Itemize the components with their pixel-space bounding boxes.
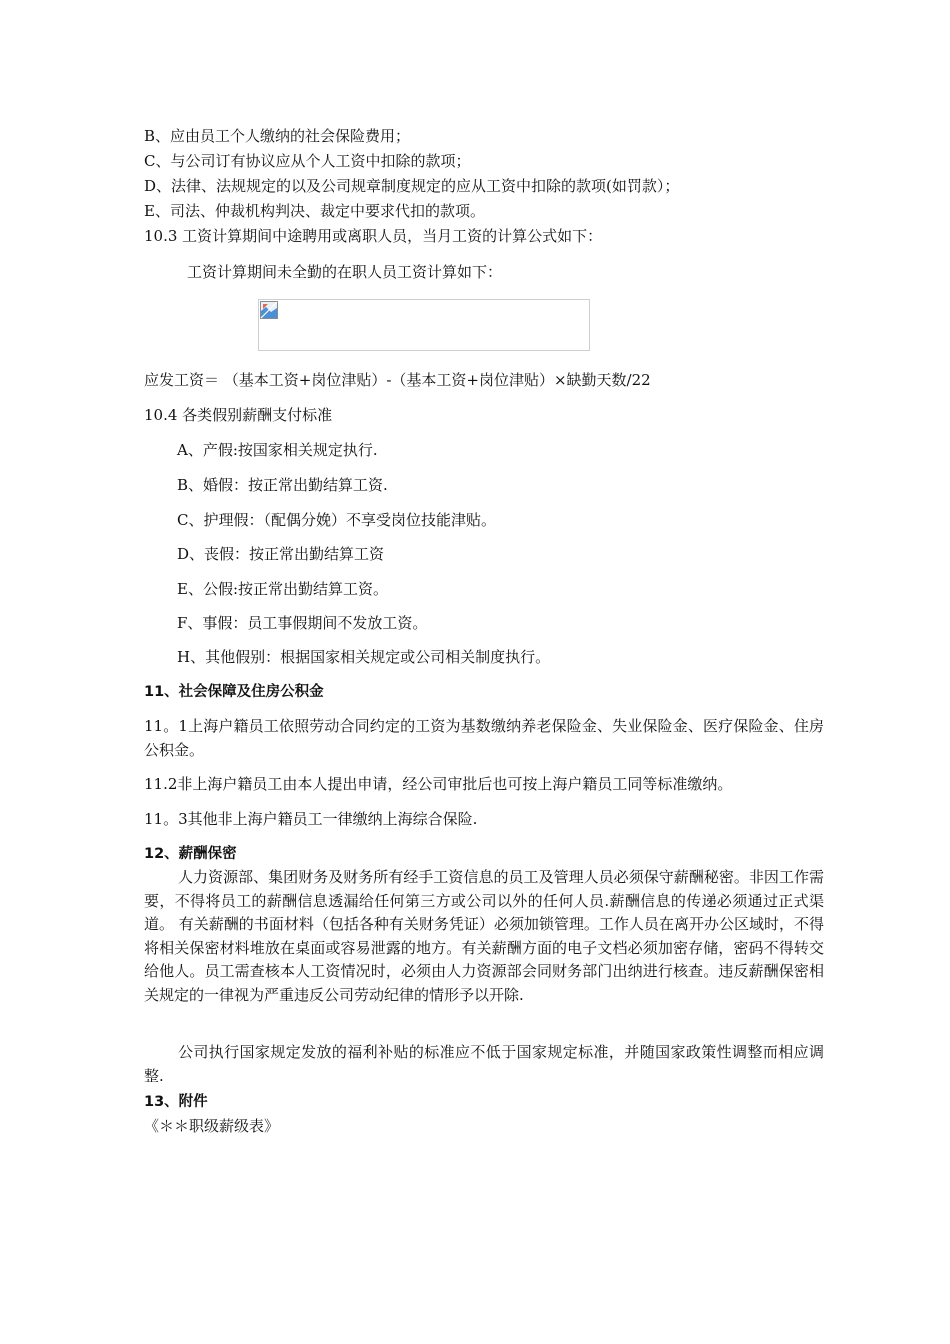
- leave-item-h: H、其他假别：根据国家相关规定或公司相关制度执行。: [177, 648, 551, 666]
- deduction-item-d: D、法律、法规规定的以及公司规章制度规定的应从工资中扣除的款项(如罚款）；: [144, 177, 680, 195]
- section-12-heading: 12、薪酬保密: [144, 846, 237, 862]
- section-10-4-heading: 10.4 各类假别薪酬支付标准: [144, 406, 333, 424]
- leave-item-a: A、产假:按国家相关规定执行.: [177, 441, 378, 459]
- leave-item-e: E、公假:按正常出勤结算工资。: [177, 580, 389, 598]
- deduction-item-e: E、司法、仲裁机构判决、裁定中要求代扣的款项。: [144, 202, 485, 220]
- section-11-2-text: 11.2非上海户籍员工由本人提出申请，经公司审批后也可按上海户籍员工同等标准缴纳。: [144, 775, 733, 793]
- section-12-paragraph-2: 公司执行国家规定发放的福利补贴的标准应不低于国家规定标准，并随国家政策性调整而相应调整.: [144, 1043, 824, 1085]
- wage-formula: 应发工资＝ （基本工资+岗位津贴）-（基本工资+岗位津贴）×缺勤天数/22: [144, 371, 651, 389]
- section-10-3-heading: 10.3 工资计算期间中途聘用或离职人员，当月工资的计算公式如下：: [144, 227, 603, 245]
- leave-item-b: B、婚假：按正常出勤结算工资.: [177, 476, 388, 494]
- deduction-item-c: C、与公司订有协议应从个人工资中扣除的款项；: [144, 152, 471, 170]
- leave-item-c: C、护理假：（配偶分娩）不享受岗位技能津贴。: [177, 511, 496, 529]
- deduction-item-b: B、应由员工个人缴纳的社会保险费用；: [144, 127, 411, 145]
- formula-image-placeholder: [258, 299, 590, 351]
- section-10-3-subtext: 工资计算期间未全勤的在职人员工资计算如下：: [187, 263, 503, 281]
- section-11-heading: 11、社会保障及住房公积金: [144, 684, 324, 700]
- leave-item-f: F、事假：员工事假期间不发放工资。: [177, 614, 428, 632]
- section-11-3-text: 11。3其他非上海户籍员工一律缴纳上海综合保险.: [144, 810, 478, 828]
- broken-image-icon: [260, 301, 278, 319]
- section-12-paragraph-1: 人力资源部、集团财务及财务所有经手工资信息的员工及管理人员必须保守薪酬秘密。非因工作需要，不得将员工的薪酬信息透漏给任何第三方或公司以外的任何人员.薪酬信息的传递必须通过正式渠道。 有关薪酬的书面材料（包括各种有关财务凭证）必须加锁管理。工作人员在离开办公区域时，不得将相关保密材料堆放在桌面或容易泄露的地方。有关薪酬方面的电子文档必须加密存储，密码不得转交给他人。员工需查核本人工资情况时，必须由人力资源部会同财务部门出纳进行核查。违反薪酬保密相关规定的一律视为严重违反公司劳动纪律的情形予以开除.: [144, 868, 824, 1004]
- leave-item-d: D、丧假：按正常出勤结算工资: [177, 545, 385, 563]
- section-11-1-text: 11。1上海户籍员工依照劳动合同约定的工资为基数缴纳养老保险金、失业保险金、医疗保险金、住房公积金。: [144, 717, 824, 759]
- attachment-title: 《＊＊职级薪级表》: [144, 1117, 280, 1135]
- section-13-heading: 13、附件: [144, 1094, 208, 1110]
